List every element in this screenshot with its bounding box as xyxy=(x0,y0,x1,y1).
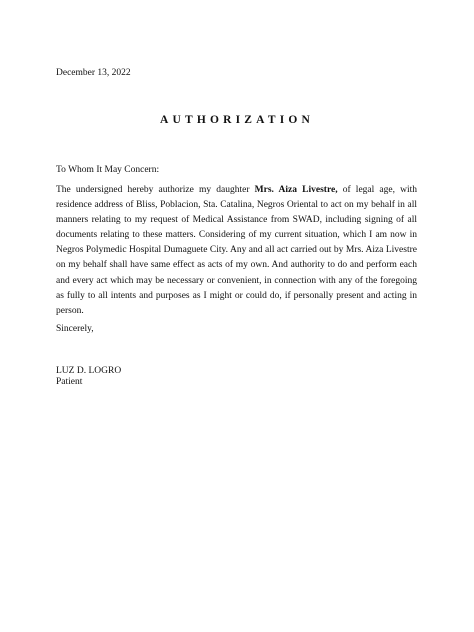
closing: Sincerely, xyxy=(56,324,94,334)
document-title: AUTHORIZATION xyxy=(159,114,315,126)
letter-body xyxy=(56,183,417,319)
signer-name: LUZ D. LOGRO xyxy=(56,366,122,376)
body-text-main: of legal age, with residence address of Bliss, Poblacion, Sta. Catalina, Negros Oriental to act on my behalf in all manners relating to my request of Medical Assistance from SWAD, including signing of all documents relating to these matters. Considering of my current situation, which I am now in Negros Polymedic Hospital Dumaguete City. Any and all act carried out by Mrs. Aiza Livestre on my behalf shall have same effect as acts of my own. And authority to do and perform each and every act which may be necessary or convenient, in connection with any of the foregoing as fully to all intents and purposes as I might or could do, if personally present and acting in person. xyxy=(56,185,418,316)
signer-role: Patient xyxy=(56,377,83,387)
authorized-person-name: Mrs. Aiza Livestre, xyxy=(254,185,338,195)
salutation: To Whom It May Concern: xyxy=(56,165,160,175)
letter-date: December 13, 2022 xyxy=(56,68,131,78)
body-text-intro: The undersigned hereby authorize my daughter xyxy=(56,185,255,195)
